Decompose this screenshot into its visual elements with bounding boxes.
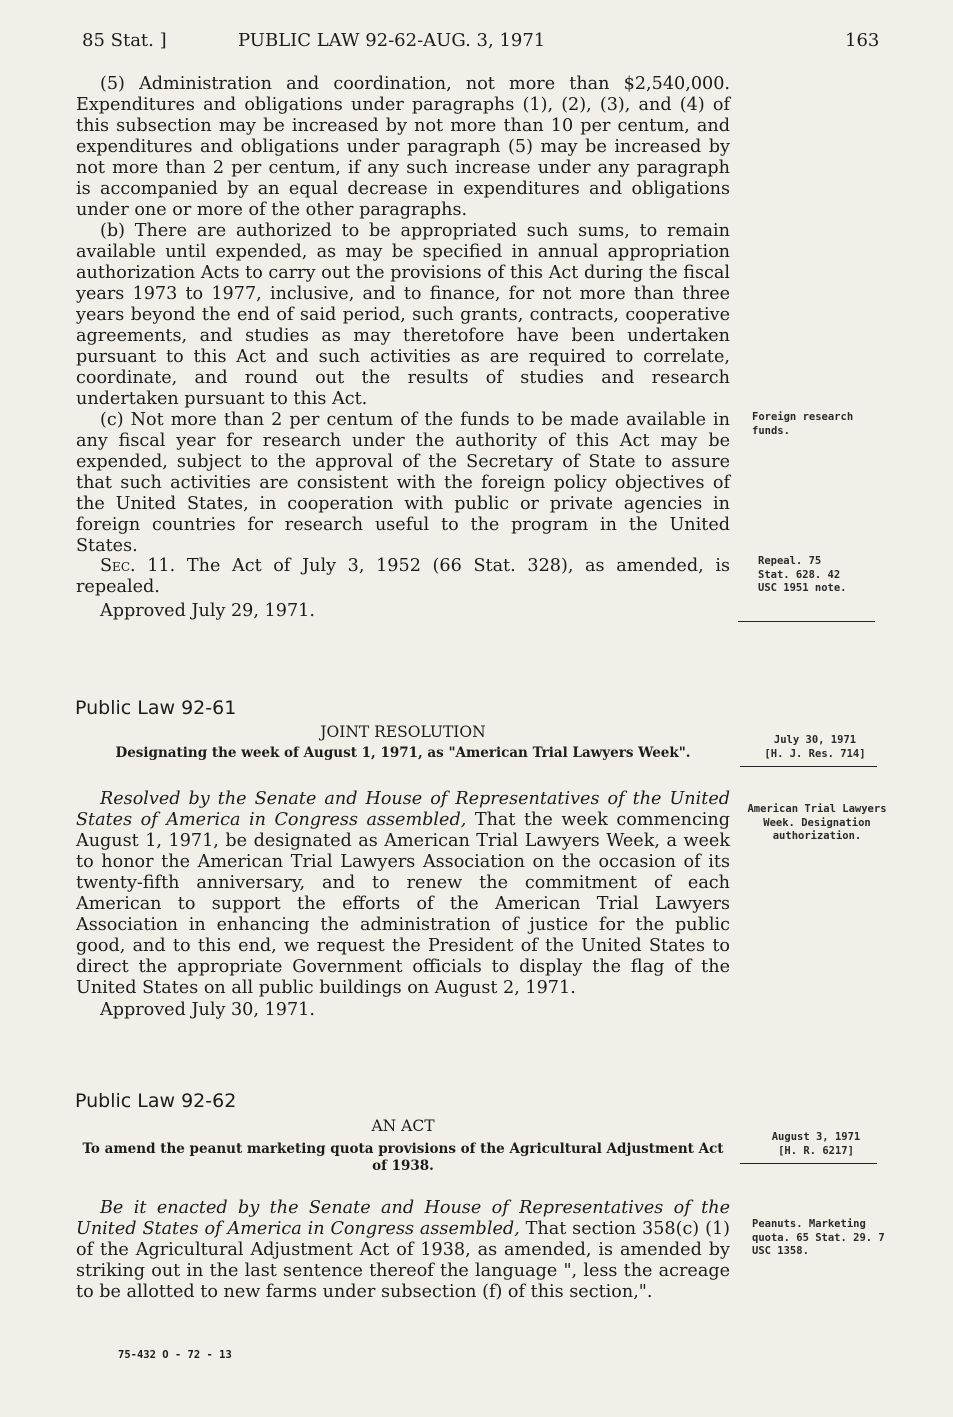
pl61-bill-note: [H. J. Res. 714]	[764, 748, 866, 760]
paragraph-5: (5) Administration and coordination, not more than $2,540,000. Expenditures and obligations under paragraphs (1), (2), (3), and (4) of this subsection may be increased by not more than 10 per centum, and expenditures and obligations under paragraph (5) may be increased by not more than 2 per centum, if any such increase under any paragraph is accompanied by an equal decrease in expenditures and obligations under one or more of the other paragraphs.	[76, 74, 730, 220]
section-11-block	[76, 556, 730, 598]
pl61-joint-resolution: JOINT RESOLUTION	[320, 723, 486, 741]
pl61-date-note: July 30, 1971	[773, 734, 857, 746]
pl62-rule	[740, 1163, 877, 1164]
section-11-text: The Act of July 3, 1952 (66 Stat. 328), as amended, is repealed.	[76, 556, 730, 597]
pl62-bill-note: [H. R. 6217]	[778, 1145, 854, 1157]
printer-code: 75-432 O - 72 - 13	[118, 1349, 232, 1361]
pl61-purpose: Designating the week of August 1, 1971, as "American Trial Lawyers Week".	[115, 745, 691, 761]
pl61-body	[76, 789, 730, 999]
margin-note-trial-lawyers: American Trial Lawyers Week. Designation authorization.	[747, 803, 887, 842]
margin-note-foreign-research: Foreign research funds.	[752, 411, 854, 437]
pl62-title: Public Law 92-62	[75, 1090, 237, 1112]
margin-note-repeal: Repeal. 75 Stat. 628. 42 USC 1951 note.	[758, 555, 847, 594]
section-11-label: Sec. 11.	[100, 556, 176, 576]
paragraph-c-block	[76, 410, 730, 557]
pl62-enacting-clause: Be it enacted by the Senate and House of Representatives of the United States of America in Congress assembled,	[76, 1198, 730, 1239]
paragraph-b: (b) There are authorized to be appropriated such sums, to remain available until expended, as may be specified in annual appropriation authorization Acts to carry out the provisions of this Act during the fiscal years 1973 to 1977, inclusive, and to finance, for not more than three years beyond the end of said period, such grants, contracts, cooperative agreements, and studies as may theretofore have been undertaken pursuant to this Act and such activities as are required to correlate, coordinate, and round out the results of studies and research undertaken pursuant to this Act.	[76, 221, 730, 409]
pl61-text: That the week commencing August 1, 1971, be designated as American Trial Lawyers Week, a week to honor the American Trial Lawyers Association on the occasion of its twenty-fifth anniversary, and to renew the commitment of each American to support the efforts of the American Trial Lawyers Association in enhancing the administration of justice for the public good, and to this end, we request the President of the United States to direct the appropriate Government officials to display the flag of the United States on all public buildings on August 2, 1971.	[76, 810, 731, 998]
margin-note-peanuts: Peanuts. Marketing quota. 65 Stat. 29. 7 USC 1358.	[752, 1218, 885, 1257]
margin-rule	[738, 621, 875, 622]
approved-pl60: Approved July 29, 1971.	[100, 601, 315, 621]
running-head-left: 85 Stat. ]	[82, 30, 167, 51]
section-continuation	[76, 74, 730, 410]
approved-pl61: Approved July 30, 1971.	[100, 1000, 315, 1020]
page-number: 163	[845, 30, 880, 51]
paragraph-c: (c) Not more than 2 per centum of the funds to be made available in any fiscal year for research under the authority of this Act may be expended, subject to the approval of the Secretary of State to assure that such activities are consistent with the foreign policy objectives of the United States, in cooperation with public or private agencies in foreign countries for research useful to the program in the United States.	[76, 410, 730, 556]
pl62-an-act: AN ACT	[371, 1117, 435, 1135]
pl62-date-note: August 3, 1971	[771, 1131, 861, 1143]
pl61-resolving-clause: Resolved by the Senate and House of Representatives of the United States of America in Congress assembled,	[76, 789, 730, 830]
pl61-title: Public Law 92-61	[75, 697, 237, 719]
running-head-title: PUBLIC LAW 92-62-AUG. 3, 1971	[238, 30, 546, 51]
pl62-text: That section 358(c) (1) of the Agricultural Adjustment Act of 1938, as amended, is amended by striking out in the last sentence thereof the language ", less the acreage to be allotted to new farms under subsection (f) of this section,".	[76, 1219, 731, 1302]
pl62-purpose: To amend the peanut marketing quota provisions of the Agricultural Adjustment Act of 1938.	[82, 1141, 724, 1174]
pl62-body	[76, 1198, 730, 1303]
pl61-rule	[740, 766, 877, 767]
